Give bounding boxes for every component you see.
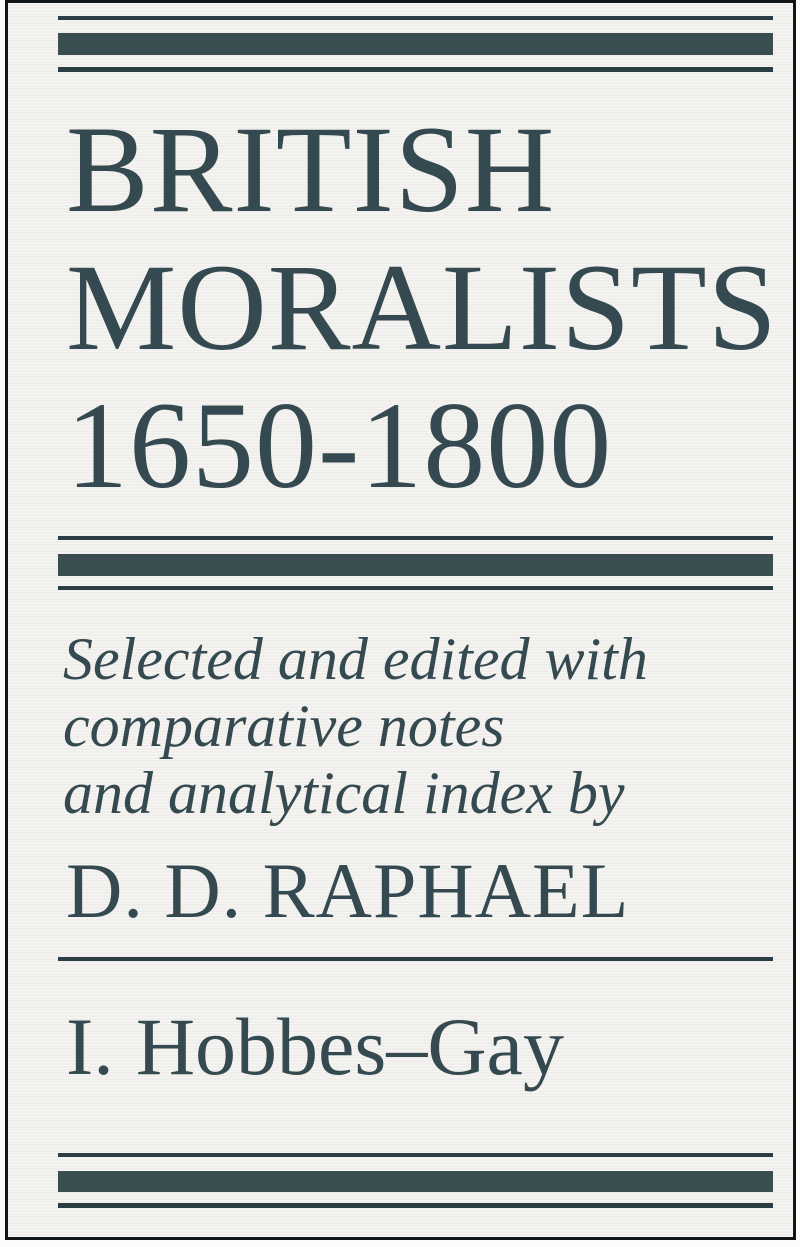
top-thin-rule-lower bbox=[58, 67, 773, 72]
bottom-thin-rule-lower bbox=[58, 1203, 773, 1208]
bottom-thin-rule-upper bbox=[58, 1153, 773, 1157]
editor-name: D. D. RAPHAEL bbox=[66, 847, 630, 934]
title-line-3-years: 1650-1800 bbox=[66, 377, 613, 514]
top-thin-rule-upper bbox=[58, 16, 773, 20]
subtitle-line-1: Selected and edited with bbox=[63, 626, 648, 692]
subtitle-line-2: comparative notes bbox=[63, 693, 505, 759]
middle-thick-rule bbox=[58, 554, 773, 576]
bottom-thick-rule bbox=[58, 1171, 773, 1192]
title-line-2: MORALISTS bbox=[66, 239, 778, 376]
subtitle bbox=[63, 626, 648, 827]
divider-rule bbox=[58, 957, 773, 961]
cover-frame bbox=[5, 0, 796, 1240]
top-thick-rule bbox=[58, 33, 773, 55]
middle-thin-rule-upper bbox=[58, 536, 773, 540]
subtitle-line-3: and analytical index by bbox=[63, 760, 625, 826]
middle-thin-rule-lower bbox=[58, 586, 773, 590]
volume-numeral: I. bbox=[66, 1001, 114, 1092]
volume-line bbox=[66, 1001, 564, 1092]
book-title bbox=[66, 101, 778, 515]
title-line-1: BRITISH bbox=[66, 101, 556, 238]
volume-range: Hobbes–Gay bbox=[135, 1001, 564, 1092]
